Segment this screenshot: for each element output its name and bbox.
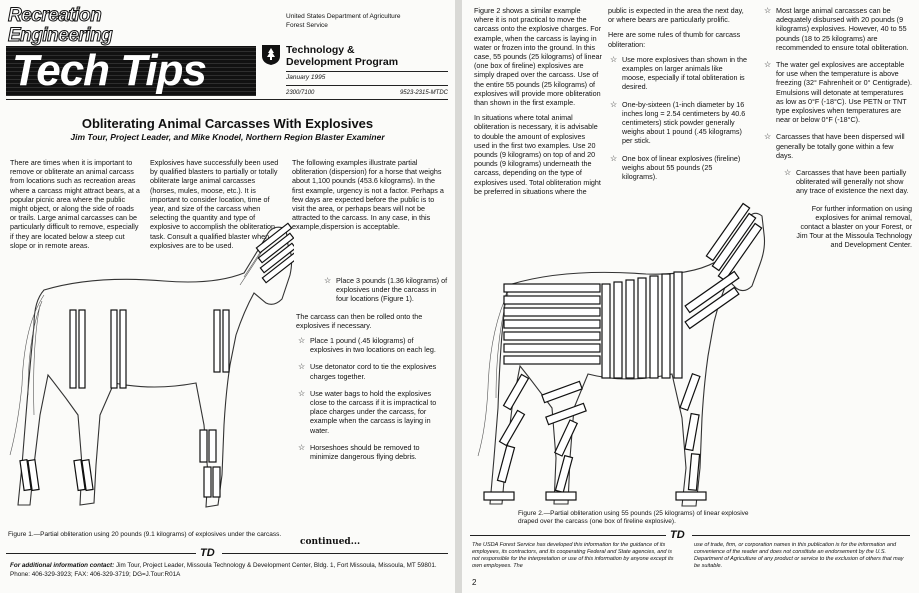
star-bullet-icon: ☆ xyxy=(298,388,306,398)
charge-stick xyxy=(79,310,85,388)
program-title xyxy=(286,44,398,68)
charge-stick xyxy=(504,296,600,304)
explosives-paragraph: Explosives have successfully been used by qualified blasters to partially or totally obliterate large animal carcasses (horses, mules, moose, etc.). It is important to consider location, time of year, and size of the carcass when selecting the quantity and type of explosive to accomplish the obliteration task. Consult a qualified blaster when explosives are to be used. xyxy=(150,158,279,250)
bullet-item xyxy=(296,336,448,354)
charge-stick xyxy=(542,381,582,402)
disclaimer-right: use of trade, firm, or corporation names in this publication is for the information and convenience of the reader and does not constitute an endorsement by the U.S. Department of Agriculture of any product or service to the exclusion of others that may be suitable. xyxy=(694,542,904,569)
charge-stick xyxy=(555,456,572,493)
charge-stick xyxy=(209,430,216,462)
issue-date: January 1995 xyxy=(286,74,326,81)
charge-stick xyxy=(111,310,117,388)
bullet-text: One-by-sixteen (1-inch diameter by 16 inches long = 2.54 centimeters by 40.6 centimeters) stick powder generally weighs about 1 pound (.45 kilograms) per stick. xyxy=(622,99,746,146)
star-bullet-icon: ☆ xyxy=(324,276,332,285)
masthead-engineering: Engineering xyxy=(8,25,113,46)
charge-stick xyxy=(674,272,682,378)
star-bullet-icon: ☆ xyxy=(764,6,772,15)
bullet-text: Most large animal carcasses can be adequately disbursed with 20 pounds (9 kilograms) explosives. However, 40 to 55 pounds (18 to 25 kilograms) are recommended to ensure total obliteration. xyxy=(776,6,909,52)
code-left: 2300/7100 xyxy=(286,90,315,96)
charge-stick xyxy=(555,420,577,456)
star-bullet-icon: ☆ xyxy=(764,60,772,70)
bullet-text: One box of linear explosives (fireline) weighs about 55 pounds (25 kilograms). xyxy=(622,153,741,182)
charge-stick xyxy=(504,284,600,292)
service-name: Forest Service xyxy=(286,22,328,29)
page-number: 2 xyxy=(472,578,477,587)
charge-stick xyxy=(614,282,622,378)
rolled-paragraph: The carcass can then be rolled onto the explosives if necessary. xyxy=(296,311,423,330)
charge-stick xyxy=(213,467,220,497)
bullet-item xyxy=(296,276,448,304)
figure2-caption: Figure 2.—Partial obliteration using 55 pounds (25 kilograms) of linear explosive draped over the carcass (one box of fireline explosive). xyxy=(518,510,749,525)
figure1-caption: Figure 1.—Partial obliteration using 20 pounds (9.1 kilograms) of explosives under the carcass. xyxy=(8,531,282,538)
bullet-item xyxy=(762,168,912,196)
divider xyxy=(286,85,448,86)
star-bullet-icon: ☆ xyxy=(610,153,618,163)
charge-stick xyxy=(504,308,600,316)
charge-stick xyxy=(602,284,610,378)
figure1-horse-illustration xyxy=(4,215,294,530)
horse-tail xyxy=(10,295,44,455)
bullet-item xyxy=(296,362,448,380)
charge-stick xyxy=(504,374,529,409)
star-bullet-icon: ☆ xyxy=(298,442,306,452)
charge-stick xyxy=(504,344,600,352)
examples-paragraph: The following examples illustrate partial obliteration (dispersion) for a horse that weighs about 1,100 pounds (453.6 kilograms). In the first example, urgency is not a factor. Perhaps a few days are expected before the public is to visit the area, or perhaps bears will not be attracted to the carcass. In any case, in this example,dispersion is acceptable. xyxy=(292,158,444,232)
charge-stick xyxy=(638,278,646,378)
charge-stick xyxy=(484,492,514,500)
public-paragraph: public is expected in the area the next day, or where bears are particularly prolific. xyxy=(608,6,744,25)
bullet-item xyxy=(608,100,748,146)
bullet-text: Use water bags to hold the explosives close to the carcass if it is impractical to place charges under the carcass, for example when the carcass is laying in water. xyxy=(310,388,437,435)
charge-stick xyxy=(676,492,706,500)
charge-stick xyxy=(200,430,207,462)
right-column-1 xyxy=(474,6,602,202)
left-column-3-bullets xyxy=(296,276,448,469)
bullet-text: Place 1 pound (.45 kilograms) of explosives in two locations on each leg. xyxy=(310,336,436,355)
bullet-item xyxy=(608,55,748,92)
charge-stick xyxy=(546,492,576,500)
total-obliteration-paragraph: In situations where total animal obliteration is necessary, it is advisable to double the amount of explosives used in the first two examples. Use 20 pounds (9 kilograms) on top of and 20 pounds (9 kilograms) underneath the carcass, depending on the type of explosives used. Total obliteration might be preferred in situations where the xyxy=(474,113,601,196)
td-logo: TD xyxy=(200,547,215,559)
code-right: 9523-2315-MTDC xyxy=(399,90,448,96)
bullet-item xyxy=(762,132,912,160)
charge-stick xyxy=(546,403,586,424)
td-logo: TD xyxy=(670,529,685,541)
tech-tips-masthead xyxy=(6,4,256,96)
bullet-text: Carcasses that have been dispersed will generally be totally gone within a few days. xyxy=(776,132,905,160)
figure2-paragraph: Figure 2 shows a similar example where it is not practical to move the carcass onto the explosive charges. For example, when the carcass is laying in water or frozen into the ground. In this case, 55 pounds (25 kilograms) of linear (one box of fireline) explosives are simply draped over the carcass. Use of the entire 55 pounds (25 kilograms) of explosives will provide more obliteration than shown in the first example. xyxy=(474,6,602,108)
charge-stick xyxy=(223,310,229,372)
forest-service-shield-icon xyxy=(261,44,281,66)
star-bullet-icon: ☆ xyxy=(764,132,772,142)
bullet-text: Carcasses that have been partially obliterated will generally not show any trace of existence the next day. xyxy=(796,168,909,196)
bullet-item xyxy=(608,154,748,182)
bullet-text: The water gel explosives are acceptable for use when the temperature is above freezing (32° Fahrenheit or 0° Centigrade). Emulsions will detonate at temperatures as low as 0°F (-18°C). Use PETN or TNT type explosives when temperatures are near or below 0°F (-18°C). xyxy=(776,60,912,125)
masthead-tech-tips: Tech Tips xyxy=(6,46,256,96)
star-bullet-icon: ☆ xyxy=(610,54,618,64)
contact-text: Jim Tour, Project Leader, Missoula Technology & Development Center, Bldg. 1, Fort Missoula, Missoula, MT 59801. Phone: 406-329-3923; FAX: 406-329-3719; DG=J.Tour:R01A xyxy=(10,562,437,578)
star-bullet-icon: ☆ xyxy=(298,362,306,372)
contact-label: For additional information contact: xyxy=(10,562,115,569)
bullet-item xyxy=(296,389,448,435)
program-line2: Development Program xyxy=(286,56,399,68)
bullet-text: Horseshoes should be removed to minimize dangerous flying debris. xyxy=(310,442,420,462)
charge-stick xyxy=(120,310,126,388)
article-authors: Jim Tour, Project Leader, and Mike Knodel, Northern Region Blaster Examiner xyxy=(70,132,385,142)
left-page xyxy=(0,0,455,593)
publication-codes xyxy=(286,90,448,96)
charge-stick xyxy=(500,410,525,445)
continued-label: continued... xyxy=(300,537,361,547)
article-title: Obliterating Animal Carcasses With Explosives xyxy=(81,116,374,131)
bullet-text: Use detonator cord to tie the explosives charges together. xyxy=(310,362,437,381)
bullet-text: Place 3 pounds (1.36 kilograms) of explosives under the carcass in four locations (Figure 1). xyxy=(336,276,448,304)
bullet-text: Use more explosives than shown in the examples on larger animals like moose, especially if total obliteration is desired. xyxy=(622,54,748,92)
divider xyxy=(222,553,448,554)
rules-intro: Here are some rules of thumb for carcass obliteration: xyxy=(608,30,741,49)
divider xyxy=(6,99,448,100)
charge-stick xyxy=(214,310,220,372)
charge-stick xyxy=(626,280,634,378)
star-bullet-icon: ☆ xyxy=(298,336,306,346)
intro-paragraph: There are times when it is important to remove or obliterate an animal carcass from locations such as recreation areas where a carcass might attract bears, at a popular picnic area where the public might object, or along the side of roads or trails. Large animal carcasses can be particularly difficult to remove, especially if they are located below a steep cut slope or in remote areas. xyxy=(10,158,140,250)
program-line1: Technology & xyxy=(286,44,355,56)
charge-stick xyxy=(662,274,670,378)
charge-stick xyxy=(650,276,658,378)
divider xyxy=(286,71,448,72)
right-column-3 xyxy=(762,6,912,256)
left-column-3 xyxy=(292,158,448,238)
charge-stick xyxy=(680,374,700,411)
star-bullet-icon: ☆ xyxy=(610,99,618,109)
figure1-charges xyxy=(20,223,294,497)
divider xyxy=(692,535,910,536)
bullet-item xyxy=(296,443,448,461)
divider xyxy=(470,535,666,536)
charge-stick xyxy=(70,310,76,388)
star-bullet-icon: ☆ xyxy=(784,168,792,178)
masthead-recreation: Recreation xyxy=(8,5,102,26)
charge-stick xyxy=(504,356,600,364)
bullet-item xyxy=(762,6,912,52)
figure2-horse-illustration xyxy=(476,188,766,518)
charge-stick xyxy=(204,467,211,497)
charge-stick xyxy=(504,332,600,340)
agency-name: United States Department of Agriculture xyxy=(286,13,401,20)
right-column-2 xyxy=(608,6,748,189)
charge-stick xyxy=(504,320,600,328)
bullet-item xyxy=(762,60,912,124)
page-gutter xyxy=(455,0,462,593)
figure2-charges xyxy=(484,203,762,500)
divider xyxy=(6,553,196,554)
agency-block xyxy=(286,12,446,30)
charge-stick xyxy=(685,414,699,451)
right-page xyxy=(462,0,919,593)
disclaimer-left: The USDA Forest Service has developed this information for the guidance of its employees, its contractors, and its cooperating Federal and State agencies, and is not responsible for the interpretation or use of this information by anyone except its own employees. The xyxy=(472,542,674,569)
charge-stick xyxy=(497,446,514,483)
contact-footer xyxy=(10,562,450,579)
further-info-paragraph: For further information on using explosives for animal removal, contact a blaster on your Forest, or Jim Tour at the Missoula Technology and Development Center. xyxy=(796,203,912,250)
